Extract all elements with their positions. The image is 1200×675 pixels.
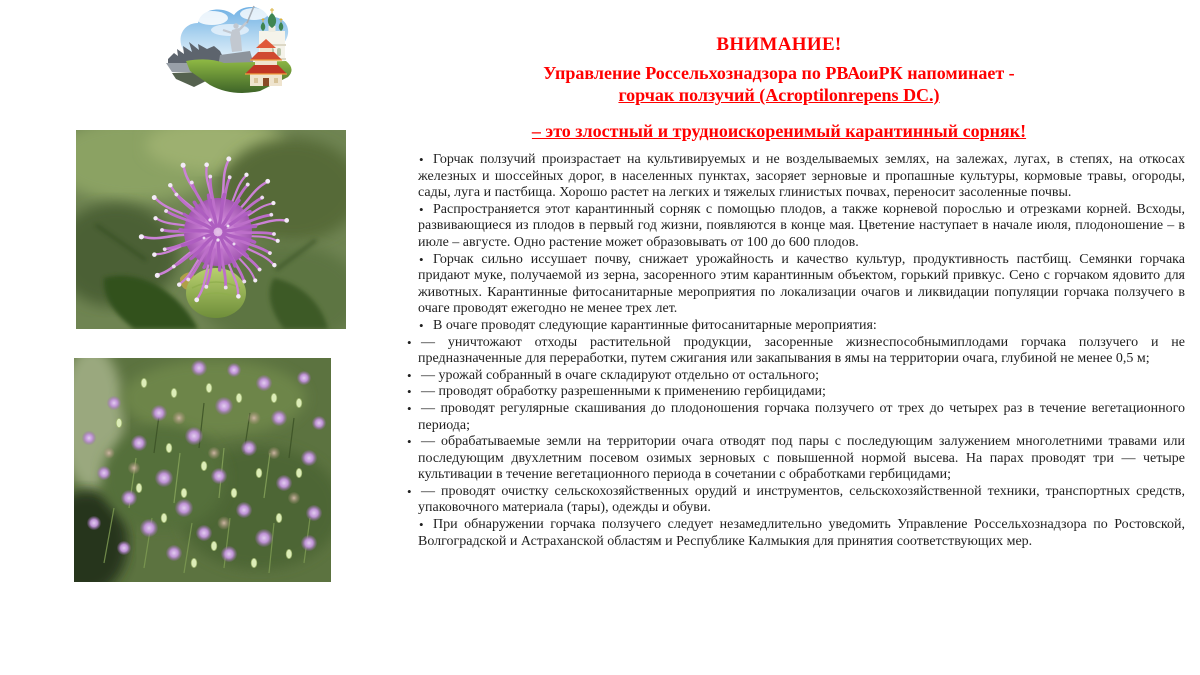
bullet-item: • — проводят обработку разрешенными к применению гербицидами; xyxy=(403,384,1185,401)
bullet-list xyxy=(403,152,1185,550)
bullet-item: • Горчак сильно иссушает почву, снижает урожайность и качество культур, продуктивность пастбищ. Семянки горчака придают муке, получаемой из зерна, засоренного этим карантинным объектом, горький привкус. Сено с горчаком ядовито для животных. Карантинные фитосанитарные мероприятия по локализации очагов и ликвидации популяции горчака ползучего в очаге проводят ежегодно не менее трех лет. xyxy=(403,252,1185,318)
attention-title: ВНИМАНИЕ! xyxy=(716,34,842,55)
bullet-item: • — уничтожают отходы растительной продукции, засоренные жизнеспособнымиплодами горчака ползучего и не предназначенные для переработки, путем сжигания или закапывания в ямы на территории очага, глубиной не менее 0,5 м; xyxy=(403,335,1185,368)
bullet-item: • При обнаружении горчака ползучего следует незамедлительно уведомить Управление Россельхознадзора по Ростовской, Волгоградской и Астраханской областям и Республике Калмыкия для принятия соответствующих мер. xyxy=(403,517,1185,550)
bullet-item: • Горчак ползучий произрастает на культивируемых и не возделываемых землях, на залежах, лугах, в степях, на откосах железных и шоссейных дорог, в населенных пунктах, засоряет зерновые и пропашные культуры, кормовые травы, огороды, сады, луга и пастбища. Хорошо растет на легких и тяжелых глинистых почвах, переносит засоленные почвы. xyxy=(403,152,1185,202)
bullet-item: • — проводят очистку сельскохозяйственных орудий и инструментов, сельскохозяйственной техники, транспортных средств, упаковочного материала (тары), одежды и обуви. xyxy=(403,484,1185,517)
weed-name-line: горчак ползучий (Acroptilonrepens DC.) xyxy=(618,85,940,105)
warning-line: – это злостный и трудноискоренимый карантинный сорняк! xyxy=(531,121,1027,141)
header-block xyxy=(373,33,1185,142)
bullet-item: • Распространяется этот карантинный сорняк с помощью плодов, а также корневой порослью и отрезками корней. Всходы, развивающиеся из плодов в первый год жизни, появляются в конце мая. Цветение наступает в начале июля, плодоношение – в июле – августе. Одно растение может образовывать от 100 до 600 плодов. xyxy=(403,202,1185,252)
knapweed-field-photo xyxy=(74,358,331,582)
bullet-item: • — обрабатываемые земли на территории очага отводят под пары с последующим залужением многолетними травами или последующим двухлетним посевом озимых зерновых с повышенной нормой высева. На парах проводят три — четыре культивации в течение вегетационного периода в сочетании с обработками гербицидами; xyxy=(403,434,1185,484)
bullet-item: • — проводят регулярные скашивания до плодоношения горчака ползучего от трех до четырех раз в течение вегетационного периода; xyxy=(403,401,1185,434)
knapweed-flower-photo xyxy=(76,130,346,329)
regions-emblem-icon xyxy=(162,3,304,107)
bullet-item: • В очаге проводят следующие карантинные фитосанитарные мероприятия: xyxy=(403,318,1185,335)
reminder-line: Управление Россельхознадзора по РВАоиРК напоминает - xyxy=(543,63,1015,83)
bullet-item: • — урожай собранный в очаге складируют отдельно от остального; xyxy=(403,368,1185,385)
